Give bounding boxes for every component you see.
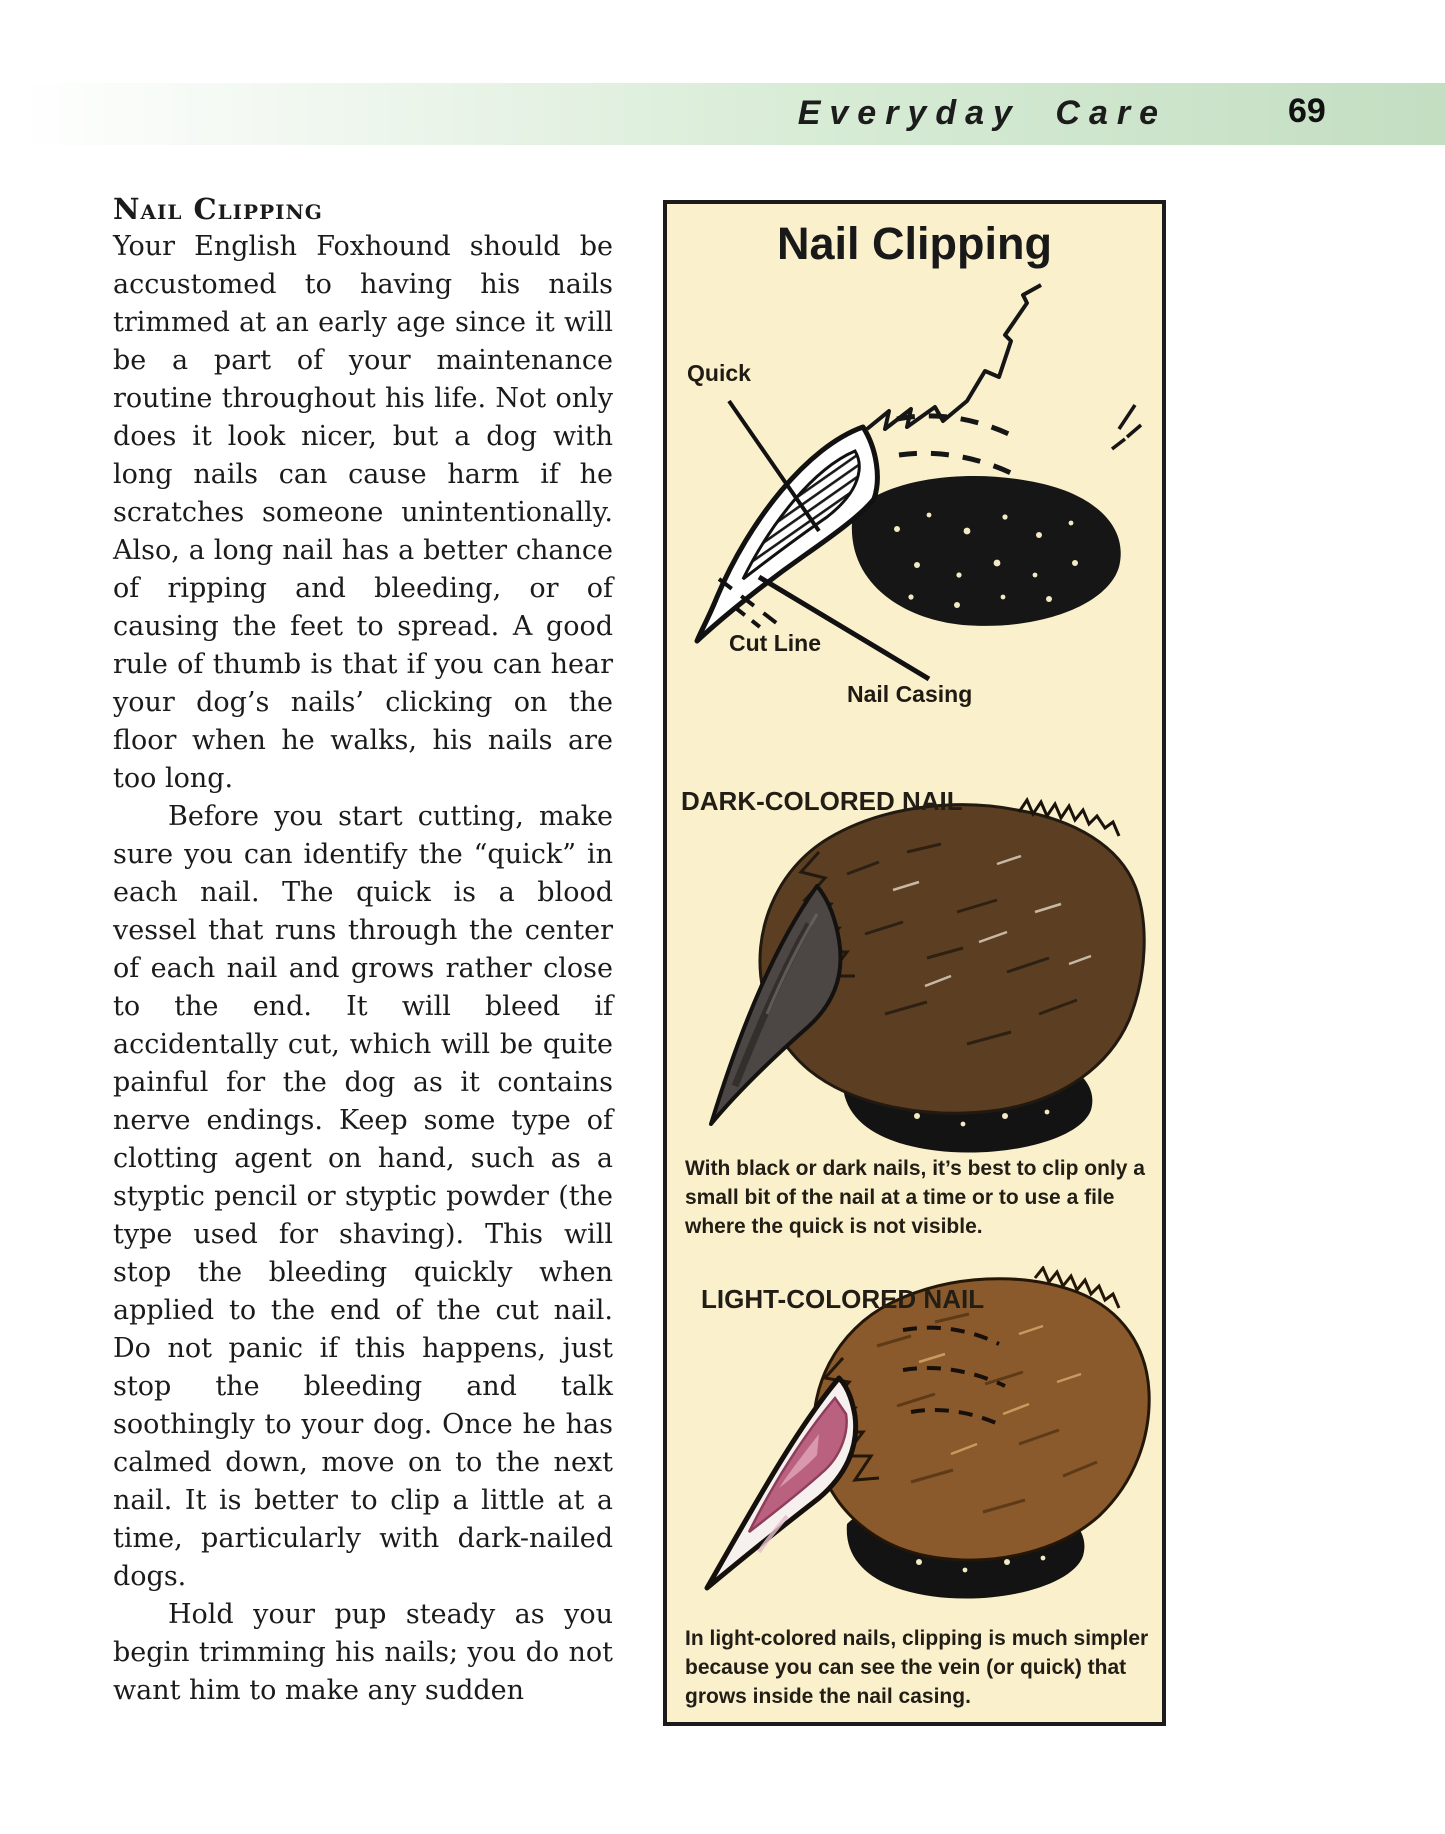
sidebar-title: Nail Clipping xyxy=(777,218,1052,269)
running-head-bar xyxy=(0,83,1445,145)
dark-nail-illustration xyxy=(667,794,1162,1159)
article-paragraph-3: Hold your pup steady as you begin trimming his nails; you do not want him to make any sudden xyxy=(113,1599,613,1706)
caption-dark-nail: With black or dark nails, it’s best to clip only a small bit of the nail at a time or to use a file where the quick is not visible. xyxy=(685,1157,1145,1238)
article-column xyxy=(113,190,613,1710)
label-nail-casing: Nail Casing xyxy=(847,681,973,707)
section-title: Everyday Care xyxy=(797,94,1167,132)
label-light-colored-nail: LIGHT-COLORED NAIL xyxy=(701,1284,985,1314)
article-heading: Nail Clipping xyxy=(113,192,323,226)
article-paragraph-1: Your English Foxhound should be accustomed to having his nails trimmed at an early age since it will be a part of your maintenance routine throughout his life. Not only does it look nicer, but a dog with long nails can cause harm if he scratches someone unintentionally. Also, a long nail has a better chance of ripping and bleeding, or of causing the feet to spread. A good rule of thumb is that if you can hear your dog’s nails’ clicking on the floor when he walks, his nails are too long. xyxy=(113,231,613,794)
light-nail-illustration xyxy=(667,1266,1162,1621)
page-number: 69 xyxy=(1288,92,1326,130)
caption-light-nail: In light-colored nails, clipping is much simpler because you can see the vein (or quick) that grows inside the nail casing. xyxy=(685,1627,1149,1708)
article-paragraph-2: Before you start cutting, make sure you can identify the “quick” in each nail. The quick is a blood vessel that runs through the center of each nail and grows rather close to the end. It will bleed if accidentally cut, which will be quite painful for the dog as it contains nerve endings. Keep some type of clotting agent on hand, such as a styptic pencil or styptic powder (the type used for shaving). This will stop the bleeding quickly when applied to the end of the cut nail. Do not panic if this happens, just stop the bleeding and talk soothingly to your dog. Once he has calmed down, move on to the next nail. It is better to clip a little at a time, particularly with dark-nailed dogs. xyxy=(113,801,613,1592)
label-cut-line: Cut Line xyxy=(729,630,821,656)
label-quick: Quick xyxy=(687,360,751,386)
label-dark-colored-nail: DARK-COLORED NAIL xyxy=(681,786,963,816)
nail-clipping-sidebar xyxy=(663,200,1166,1726)
